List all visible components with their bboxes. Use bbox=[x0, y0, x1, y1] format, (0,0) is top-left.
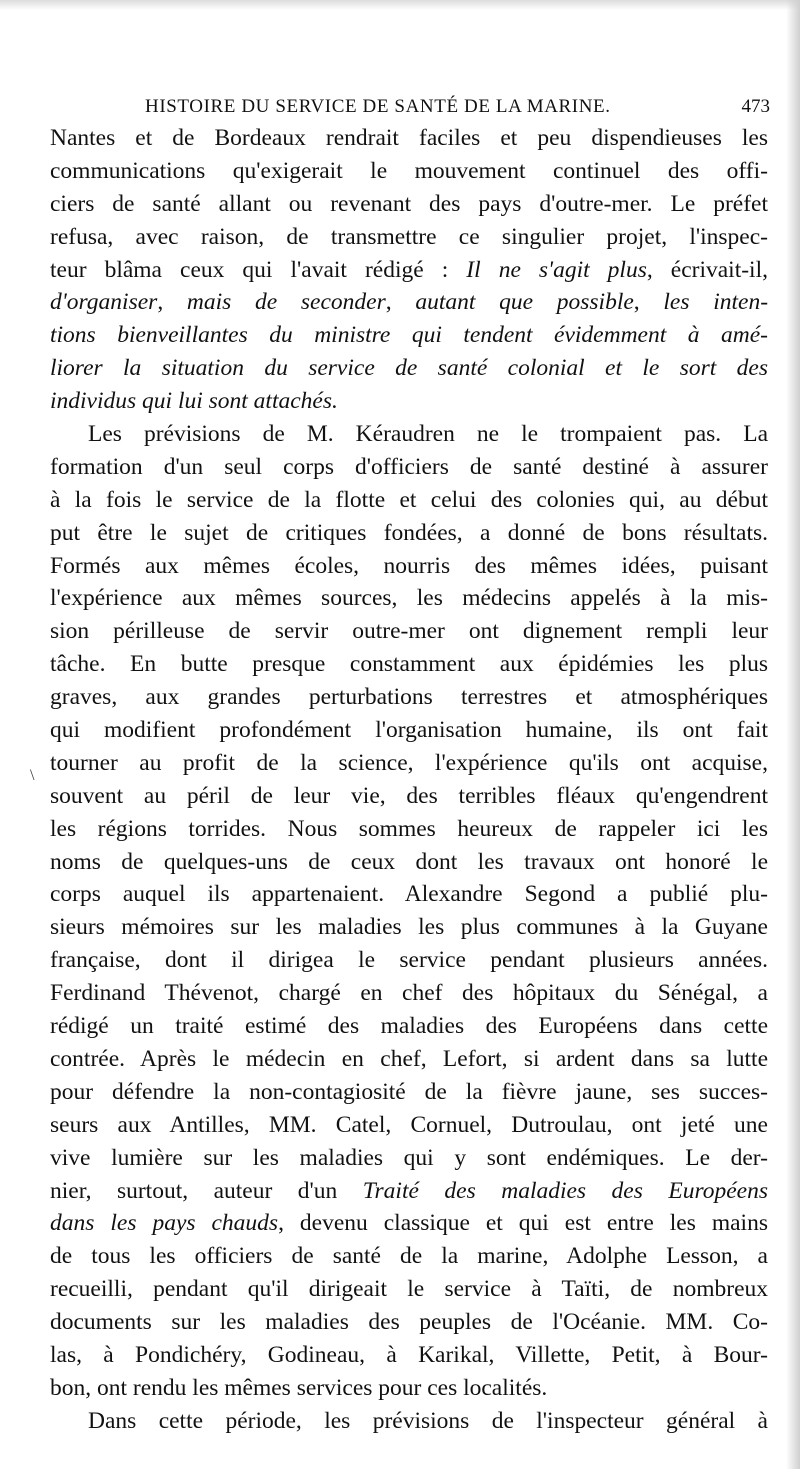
text-run: put être le sujet de critiques fondées, a donné de bons résultats. bbox=[50, 519, 768, 546]
text-line bbox=[50, 1405, 768, 1438]
text-run: Dans cette période, les prévisions de l'inspecteur général à bbox=[88, 1407, 768, 1434]
text-line bbox=[50, 747, 768, 780]
text-line bbox=[50, 1076, 768, 1109]
text-line bbox=[50, 911, 768, 944]
text-line bbox=[50, 648, 768, 681]
text-line bbox=[50, 155, 768, 188]
text-run: les régions torrides. Nous sommes heureux de rappeler ici les bbox=[50, 815, 768, 842]
text-run: , bbox=[385, 289, 416, 316]
italic-text-run: d'organiser bbox=[50, 289, 158, 316]
text-run: sieurs mémoires sur les maladies les plus communes à la Guyane bbox=[50, 914, 768, 941]
text-line bbox=[50, 681, 768, 714]
text-line bbox=[50, 221, 768, 254]
running-title: HISTOIRE DU SERVICE DE SANTÉ DE LA MARINE. bbox=[145, 96, 611, 117]
text-run: Formés aux mêmes écoles, nourris des mêmes idées, puisant bbox=[50, 552, 768, 579]
text-run: seurs aux Antilles, MM. Catel, Cornuel, Dutroulau, ont jeté une bbox=[50, 1111, 768, 1138]
italic-text-run: Il ne s'agit plus bbox=[466, 256, 647, 283]
text-run: corps auquel ils appartenaient. Alexandre Segond a publié plu- bbox=[50, 881, 768, 908]
text-run: tâche. En butte presque constamment aux épidémies les plus bbox=[50, 651, 768, 678]
text-line bbox=[50, 846, 768, 879]
text-line bbox=[50, 352, 768, 385]
text-line bbox=[50, 1043, 768, 1076]
text-run: ciers de santé allant ou revenant des pays d'outre-mer. Le préfet bbox=[50, 190, 768, 217]
text-run: teur blâma ceux qui l'avait rédigé : bbox=[50, 256, 467, 283]
text-run: l'expérience aux mêmes sources, les médecins appelés à la mis- bbox=[50, 585, 768, 612]
text-line bbox=[50, 615, 768, 648]
text-line bbox=[50, 319, 768, 352]
text-line bbox=[50, 582, 768, 615]
text-run: souvent au péril de leur vie, des terribles fléaux qu'engendrent bbox=[50, 782, 768, 809]
text-line bbox=[50, 944, 768, 977]
text-line bbox=[50, 1010, 768, 1043]
text-run: , bbox=[157, 289, 187, 316]
text-run: , bbox=[633, 289, 664, 316]
text-line bbox=[50, 484, 768, 517]
text-run: française, dont il dirigea le service pendant plusieurs années. bbox=[50, 947, 768, 974]
text-run: rédigé un traité estimé des maladies des Européens dans cette bbox=[50, 1013, 768, 1040]
text-line bbox=[50, 550, 768, 583]
text-line bbox=[50, 1142, 768, 1175]
text-line bbox=[50, 1306, 768, 1339]
text-line bbox=[50, 977, 768, 1010]
running-head bbox=[145, 92, 770, 122]
body-text bbox=[50, 122, 768, 1438]
italic-text-run: Traité des maladies des Européens bbox=[362, 1177, 768, 1204]
text-line bbox=[50, 385, 768, 418]
text-line bbox=[50, 254, 768, 287]
text-run: noms de quelques-uns de ceux dont les travaux ont honoré le bbox=[50, 848, 768, 875]
text-run: las, à Pondichéry, Godineau, à Karikal, Villette, Petit, à Bour- bbox=[50, 1341, 768, 1368]
text-run: à la fois le service de la flotte et celui des colonies qui, au début bbox=[50, 486, 768, 513]
scan-shadow-top bbox=[0, 0, 800, 10]
text-line bbox=[50, 1175, 768, 1208]
text-run: Nantes et de Bordeaux rendrait faciles et peu dispendieuses les bbox=[50, 125, 768, 151]
text-line bbox=[50, 122, 768, 155]
text-line bbox=[50, 1207, 768, 1240]
text-line bbox=[50, 780, 768, 813]
text-run: nier, surtout, auteur d'un bbox=[50, 1177, 363, 1204]
text-run: communications qu'exigerait le mouvement continuel des offi- bbox=[50, 157, 768, 184]
text-line bbox=[50, 813, 768, 846]
text-run: contrée. Après le médecin en chef, Lefort, si ardent dans sa lutte bbox=[50, 1045, 768, 1072]
italic-text-run: autant que possible bbox=[415, 289, 634, 316]
text-run: , devenu classique et qui est entre les mains bbox=[278, 1210, 768, 1237]
text-run: Ferdinand Thévenot, chargé en chef des hôpitaux du Sénégal, a bbox=[50, 980, 768, 1007]
text-run: , écrivait-il, bbox=[646, 256, 768, 283]
text-run: pour défendre la non-contagiosité de la fièvre jaune, ses succes- bbox=[50, 1078, 768, 1105]
italic-text-run: liorer la situation du service de santé colonial et le sort des bbox=[50, 355, 768, 382]
text-line bbox=[50, 1339, 768, 1372]
text-run: sion périlleuse de servir outre-mer ont dignement rempli leur bbox=[50, 618, 768, 645]
text-run: vive lumière sur les maladies qui y sont endémiques. Le der- bbox=[50, 1144, 768, 1171]
text-line bbox=[50, 1372, 768, 1405]
text-line bbox=[50, 188, 768, 221]
text-run: refusa, avec raison, de transmettre ce singulier projet, l'inspec- bbox=[50, 223, 768, 250]
text-run: de tous les officiers de santé de la marine, Adolphe Lesson, a bbox=[50, 1243, 768, 1270]
text-line bbox=[50, 418, 768, 451]
text-run: tourner au profit de la science, l'expérience qu'ils ont acquise, bbox=[50, 749, 768, 776]
italic-text-run: mais de seconder bbox=[186, 289, 386, 316]
text-line bbox=[50, 878, 768, 911]
text-run: Les prévisions de M. Kéraudren ne le trompaient pas. La bbox=[88, 421, 768, 448]
italic-text-run: tions bienveillantes du ministre qui tendent évidemment à amé- bbox=[50, 322, 768, 349]
text-line bbox=[50, 714, 768, 747]
text-run: qui modifient profondément l'organisation humaine, ils ont fait bbox=[50, 717, 768, 744]
page-number: 473 bbox=[741, 96, 770, 117]
italic-text-run: individus qui lui sont attachés. bbox=[50, 388, 338, 415]
margin-mark: \ bbox=[30, 767, 35, 784]
text-run: documents sur les maladies des peuples de l'Océanie. MM. Co- bbox=[50, 1309, 768, 1336]
italic-text-run: dans les pays chauds bbox=[50, 1210, 279, 1237]
text-line bbox=[50, 1273, 768, 1306]
scan-shadow-right bbox=[786, 0, 800, 1469]
text-run: formation d'un seul corps d'officiers de santé destiné à assurer bbox=[50, 453, 768, 480]
text-line bbox=[50, 286, 768, 319]
text-line bbox=[50, 451, 768, 484]
italic-text-run: les inten- bbox=[663, 289, 768, 316]
text-line bbox=[50, 1240, 768, 1273]
text-run: graves, aux grandes perturbations terrestres et atmosphériques bbox=[50, 684, 768, 711]
text-line bbox=[50, 1109, 768, 1142]
text-line bbox=[50, 517, 768, 550]
text-run: recueilli, pendant qu'il dirigeait le service à Taïti, de nombreux bbox=[50, 1276, 768, 1303]
text-run: bon, ont rendu les mêmes services pour ces localités. bbox=[50, 1374, 548, 1401]
